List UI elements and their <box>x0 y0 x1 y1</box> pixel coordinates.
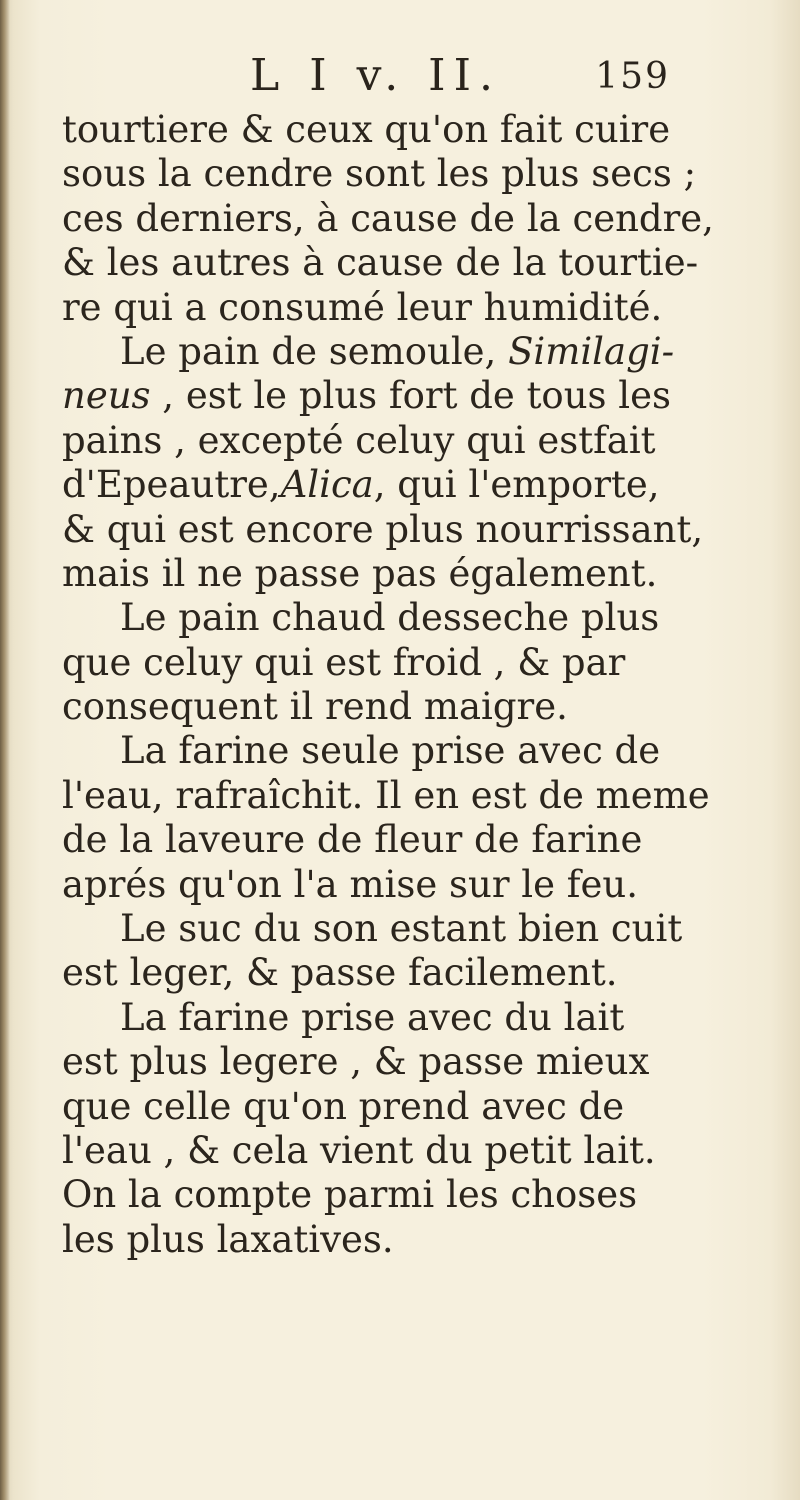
text-line: mais il ne passe pas également. <box>62 551 658 595</box>
text-line: d'Epeautre,Alica, qui l'emporte, <box>62 463 660 507</box>
text-line: est leger, & passe facilement. <box>62 951 618 995</box>
text-line: re qui a consumé leur humidité. <box>62 285 663 329</box>
paragraph-start-line: La farine seule prise avec de <box>120 729 661 773</box>
text-line: sous la cendre sont les plus secs ; <box>62 152 697 196</box>
paragraph-start-line: La farine prise avec du lait <box>120 995 625 1039</box>
text-line: On la compte parmi les choses <box>62 1173 638 1217</box>
text-line: ces derniers, à cause de la cendre, <box>62 196 714 240</box>
text-line: & qui est encore plus nourrissant, <box>62 507 704 551</box>
text-line: neus , est le plus fort de tous les <box>62 374 672 418</box>
italic-term: neus <box>62 374 151 418</box>
running-head-title: L I v. II. <box>250 50 501 101</box>
binding-edge <box>0 0 10 1500</box>
text-line: l'eau , & cela vient du petit lait. <box>62 1128 656 1172</box>
text-line: les plus laxatives. <box>62 1217 394 1261</box>
page-number: 159 <box>595 56 670 97</box>
text-line: pains , excepté celuy qui estfait <box>62 418 656 462</box>
paragraph-start-line: Le pain chaud desseche plus <box>120 596 660 640</box>
text-line: que celle qu'on prend avec de <box>62 1084 625 1128</box>
body-text <box>62 108 714 1262</box>
text-line: l'eau, rafraîchit. Il en est de meme <box>62 773 710 817</box>
running-head <box>250 50 670 110</box>
italic-term: Similagi- <box>508 329 675 373</box>
text-line: est plus legere , & passe mieux <box>62 1040 650 1084</box>
text-line: tourtiere & ceux qu'on fait cuire <box>62 108 671 151</box>
text-line: que celuy qui est froid , & par <box>62 640 626 684</box>
text-line: & les autres à cause de la tourtie- <box>62 241 699 285</box>
text-line: de la laveure de fleur de farine <box>62 818 643 862</box>
text-line: consequent il rend maigre. <box>62 685 568 729</box>
italic-term: Alica <box>280 463 374 507</box>
paragraph-start-line: Le suc du son estant bien cuit <box>120 907 683 951</box>
text-line: aprés qu'on l'a mise sur le feu. <box>62 862 638 906</box>
paragraph-start-line: Le pain de semoule, Similagi- <box>120 329 675 373</box>
